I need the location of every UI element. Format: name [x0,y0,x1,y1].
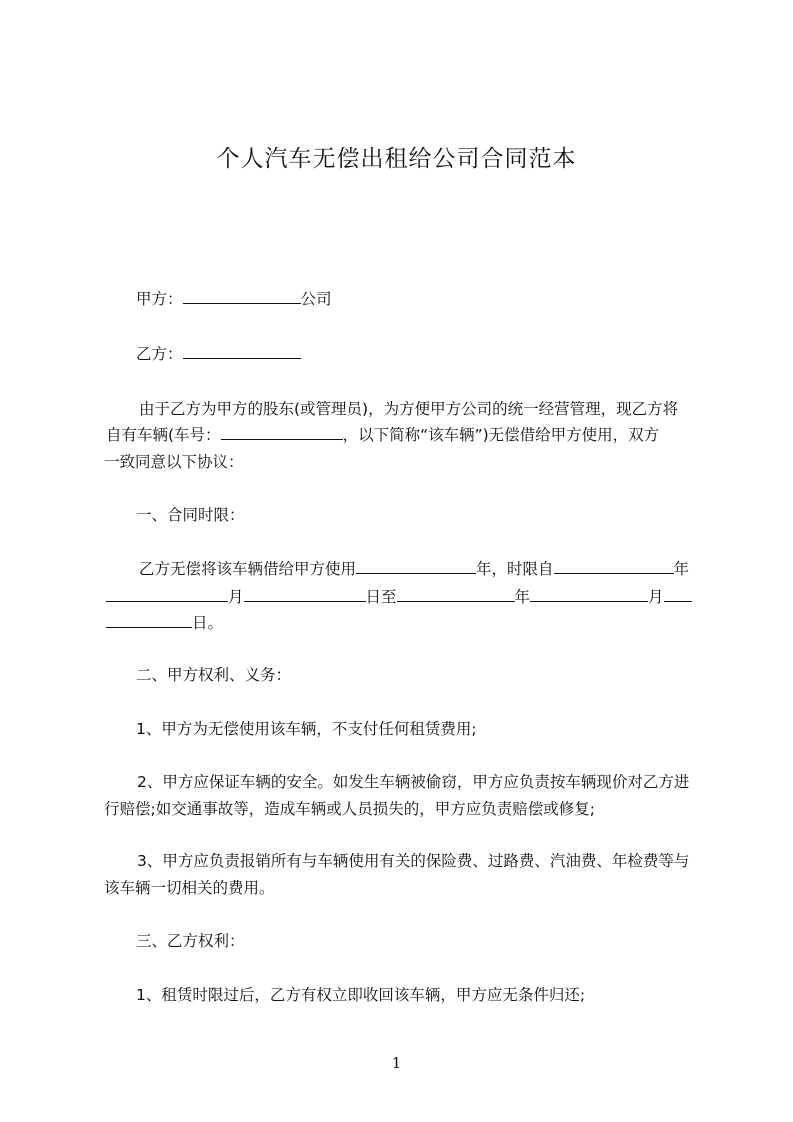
party-a-label: 甲方： [136,290,183,308]
party-a-suffix: 公司 [300,290,332,308]
section1-heading: 一、合同时限： [136,506,245,524]
section1-line-2-a: 月 [228,588,244,606]
section3-item-1: 1、租赁时限过后，乙方有权立即收回该车辆，甲方应无条件归还; [136,986,586,1004]
end-day-blank-b [106,610,192,628]
section1-line-2-b: 日至 [365,588,397,606]
section2-heading: 二、甲方权利、义务： [136,666,292,684]
end-year-blank [397,584,515,602]
party-b-label: 乙方： [136,345,183,363]
section1-line-3 [106,608,718,638]
section2-item-2-line-2: 行赔偿;如交通事故等，造成车辆或人员损失的，甲方应负责赔偿或修复; [104,800,595,818]
party-a-line [136,284,748,314]
section1-line-1-b: 年，时限自 [476,560,554,578]
section3-heading: 三、乙方权利： [136,932,245,950]
section1-line-1 [139,554,751,584]
party-b-line [136,339,748,369]
intro-line-2 [106,420,718,450]
intro-line-2-a: 自有车辆(车号： [106,426,221,444]
section1-line-1-a: 乙方无偿将该车辆借给甲方使用 [139,560,357,578]
years-blank [356,556,476,574]
section1-line-3-a: 日。 [192,614,224,632]
start-month-blank [106,584,228,602]
intro-line-2-b: ，以下简称“该车辆”)无偿借给甲方使用，双方 [342,426,660,444]
end-month-blank [530,584,648,602]
party-b-blank [183,341,301,359]
section2-item-1: 1、甲方为无偿使用该车辆，不支付任何租赁费用; [136,720,477,738]
section1-line-1-c: 年 [673,560,690,578]
section2-item-2-line-1: 2、甲方应保证车辆的安全。如发生车辆被偷窃，甲方应负责按车辆现价对乙方进 [137,773,690,791]
plate-number-blank [221,422,343,440]
end-day-blank-a [664,584,692,602]
intro-line-1: 由于乙方为甲方的股东(或管理员)，为方便甲方公司的统一经营管理，现乙方将 [139,400,679,418]
intro-line-3: 一致同意以下协议： [104,453,244,471]
page-number: 1 [391,1054,402,1072]
section1-line-2-c: 年 [514,588,531,606]
start-day-blank [244,584,366,602]
party-a-blank [183,286,301,304]
section1-line-2-d: 月 [648,588,664,606]
section2-item-3-line-2: 该车辆一切相关的费用。 [104,879,275,897]
section2-item-3-line-1: 3、甲方应负责报销所有与车辆使用有关的保险费、过路费、汽油费、年检费等与 [137,852,690,870]
document-title: 个人汽车无偿出租给公司合同范本 [216,146,577,172]
start-year-blank [554,556,674,574]
